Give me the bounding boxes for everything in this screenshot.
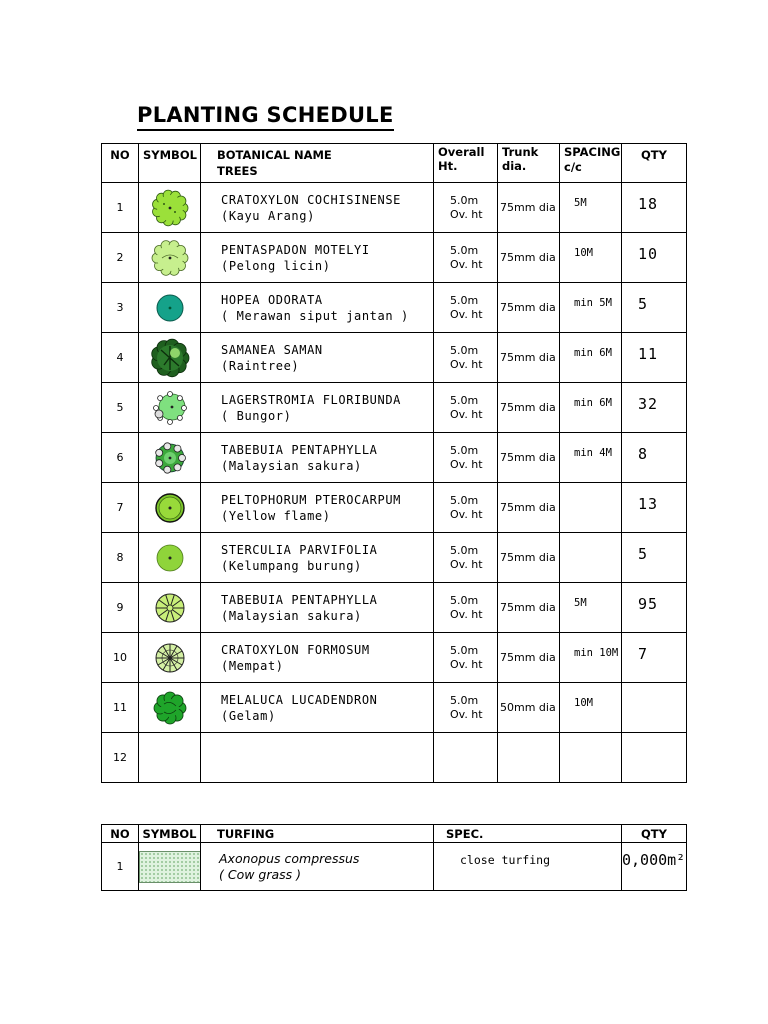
spacing bbox=[560, 483, 622, 533]
spacing: min 6M bbox=[560, 383, 622, 433]
botanical-name-cell bbox=[201, 583, 434, 633]
bushy-pale-green-icon bbox=[150, 238, 190, 278]
overall-height-cell bbox=[434, 733, 498, 783]
table-row bbox=[102, 483, 687, 533]
table-row bbox=[102, 843, 687, 891]
spacing: 10M bbox=[560, 683, 622, 733]
plain-circle-icon bbox=[150, 538, 190, 578]
table-row bbox=[102, 633, 687, 683]
turf-botanical-name: Axonopus compressus bbox=[219, 850, 360, 866]
height-unit: Ov. ht bbox=[450, 307, 483, 321]
overall-height-cell bbox=[434, 433, 498, 483]
spacing bbox=[560, 733, 622, 783]
spacing: min 4M bbox=[560, 433, 622, 483]
botanical-name: CRATOXYLON COCHISINENSE bbox=[221, 192, 401, 207]
height-value: 5.0m bbox=[450, 443, 479, 457]
turf-qty: 0,000m² bbox=[622, 843, 687, 891]
turf-name-cell bbox=[201, 843, 434, 891]
height-value: 5.0m bbox=[450, 243, 479, 257]
overall-height-cell bbox=[434, 683, 498, 733]
turfing-schedule-table bbox=[101, 824, 687, 891]
tree-symbol-cell bbox=[139, 533, 201, 583]
tree-symbol-cell bbox=[139, 333, 201, 383]
table-row bbox=[102, 683, 687, 733]
botanical-name: MELALUCA LUCADENDRON bbox=[221, 692, 378, 707]
grass-hatch-icon bbox=[139, 843, 201, 891]
row-no: 10 bbox=[102, 633, 139, 683]
header-trunk-dia: Trunk dia. bbox=[498, 144, 560, 183]
local-name: (Kayu Arang) bbox=[221, 208, 315, 223]
mixed-canopy-icon bbox=[150, 438, 190, 478]
row-no: 11 bbox=[102, 683, 139, 733]
table-row bbox=[102, 383, 687, 433]
trunk-dia: 75mm dia bbox=[498, 283, 560, 333]
dark-canopy-icon bbox=[150, 338, 190, 378]
botanical-name: TABEBUIA PENTAPHYLLA bbox=[221, 592, 378, 607]
height-value: 5.0m bbox=[450, 693, 479, 707]
height-value: 5.0m bbox=[450, 543, 479, 557]
height-value: 5.0m bbox=[450, 293, 479, 307]
botanical-name: SAMANEA SAMAN bbox=[221, 342, 323, 357]
trunk-dia: 75mm dia bbox=[498, 483, 560, 533]
qty: 5 bbox=[622, 533, 687, 583]
tree-symbol-cell bbox=[139, 283, 201, 333]
height-value: 5.0m bbox=[450, 593, 479, 607]
spacing: 10M bbox=[560, 233, 622, 283]
overall-height-cell bbox=[434, 533, 498, 583]
local-name: ( Merawan siput jantan ) bbox=[221, 308, 409, 323]
segmented-light-icon bbox=[150, 588, 190, 628]
botanical-name-cell bbox=[201, 733, 434, 783]
row-no: 8 bbox=[102, 533, 139, 583]
row-no: 12 bbox=[102, 733, 139, 783]
local-name: (Yellow flame) bbox=[221, 508, 331, 523]
spacing: 5M bbox=[560, 183, 622, 233]
spacing: min 6M bbox=[560, 333, 622, 383]
botanical-name-cell bbox=[201, 183, 434, 233]
turf-row-no: 1 bbox=[102, 843, 139, 891]
qty: 5 bbox=[622, 283, 687, 333]
botanical-name-cell bbox=[201, 483, 434, 533]
trees-schedule-table bbox=[101, 143, 687, 783]
tree-symbol-cell bbox=[139, 683, 201, 733]
height-unit: Ov. ht bbox=[450, 207, 483, 221]
botanical-name: HOPEA ODORATA bbox=[221, 292, 323, 307]
turf-header-row bbox=[102, 825, 687, 843]
local-name: (Gelam) bbox=[221, 708, 276, 723]
speckled-canopy-icon bbox=[150, 388, 190, 428]
qty: 32 bbox=[622, 383, 687, 433]
row-no: 6 bbox=[102, 433, 139, 483]
row-no: 1 bbox=[102, 183, 139, 233]
height-value: 5.0m bbox=[450, 493, 479, 507]
overall-height-cell bbox=[434, 333, 498, 383]
row-no: 7 bbox=[102, 483, 139, 533]
row-no: 9 bbox=[102, 583, 139, 633]
botanical-name: PELTOPHORUM PTEROCARPUM bbox=[221, 492, 401, 507]
header-spacing: SPACING c/c bbox=[560, 144, 622, 183]
spacing bbox=[560, 533, 622, 583]
spacing: min 10M bbox=[560, 633, 622, 683]
height-value: 5.0m bbox=[450, 343, 479, 357]
turf-header-spec: SPEC. bbox=[434, 825, 622, 843]
table-row bbox=[102, 583, 687, 633]
local-name: (Kelumpang burung) bbox=[221, 558, 362, 573]
height-unit: Ov. ht bbox=[450, 607, 483, 621]
trunk-dia: 75mm dia bbox=[498, 633, 560, 683]
height-unit: Ov. ht bbox=[450, 257, 483, 271]
qty: 8 bbox=[622, 433, 687, 483]
height-value: 5.0m bbox=[450, 643, 479, 657]
local-name: (Malaysian sakura) bbox=[221, 608, 362, 623]
trunk-dia: 75mm dia bbox=[498, 333, 560, 383]
table-row bbox=[102, 433, 687, 483]
qty: 95 bbox=[622, 583, 687, 633]
ringed-circle-icon bbox=[150, 488, 190, 528]
row-no: 5 bbox=[102, 383, 139, 433]
height-unit: Ov. ht bbox=[450, 507, 483, 521]
tree-symbol-cell bbox=[139, 583, 201, 633]
spacing: min 5M bbox=[560, 283, 622, 333]
table-row bbox=[102, 533, 687, 583]
header-no: NO bbox=[102, 144, 139, 183]
qty: 10 bbox=[622, 233, 687, 283]
header-botanical-name: BOTANICAL NAME TREES bbox=[201, 144, 434, 183]
botanical-name-cell bbox=[201, 433, 434, 483]
botanical-name: CRATOXYLON FORMOSUM bbox=[221, 642, 370, 657]
trunk-dia: 75mm dia bbox=[498, 183, 560, 233]
local-name: (Pelong licin) bbox=[221, 258, 331, 273]
botanical-name-cell bbox=[201, 283, 434, 333]
turf-local-name: ( Cow grass ) bbox=[219, 866, 302, 882]
height-unit: Ov. ht bbox=[450, 707, 483, 721]
tree-symbol-cell bbox=[139, 433, 201, 483]
table-row bbox=[102, 283, 687, 333]
trunk-dia: 75mm dia bbox=[498, 583, 560, 633]
table-row bbox=[102, 233, 687, 283]
overall-height-cell bbox=[434, 233, 498, 283]
header-symbol: SYMBOL bbox=[139, 144, 201, 183]
trunk-dia: 75mm dia bbox=[498, 233, 560, 283]
height-unit: Ov. ht bbox=[450, 657, 483, 671]
height-value: 5.0m bbox=[450, 393, 479, 407]
tree-symbol-cell bbox=[139, 183, 201, 233]
overall-height-cell bbox=[434, 383, 498, 433]
height-unit: Ov. ht bbox=[450, 457, 483, 471]
overall-height-cell bbox=[434, 283, 498, 333]
botanical-name-cell bbox=[201, 683, 434, 733]
table-row bbox=[102, 733, 687, 783]
table-row bbox=[102, 333, 687, 383]
table-row bbox=[102, 183, 687, 233]
height-unit: Ov. ht bbox=[450, 407, 483, 421]
qty bbox=[622, 683, 687, 733]
turf-header-turfing: TURFING bbox=[201, 825, 434, 843]
height-value: 5.0m bbox=[450, 193, 479, 207]
overall-height-cell bbox=[434, 183, 498, 233]
trunk-dia bbox=[498, 733, 560, 783]
spacing: 5M bbox=[560, 583, 622, 633]
turf-header-qty: QTY bbox=[622, 825, 687, 843]
qty: 11 bbox=[622, 333, 687, 383]
botanical-name-cell bbox=[201, 383, 434, 433]
turf-spec: close turfing bbox=[434, 843, 622, 891]
tree-symbol-cell bbox=[139, 733, 201, 783]
lobed-green-icon bbox=[150, 688, 190, 728]
overall-height-cell bbox=[434, 483, 498, 533]
botanical-name-cell bbox=[201, 533, 434, 583]
trunk-dia: 75mm dia bbox=[498, 383, 560, 433]
row-no: 3 bbox=[102, 283, 139, 333]
teal-circle-icon bbox=[150, 288, 190, 328]
botanical-name: PENTASPADON MOTELYI bbox=[221, 242, 370, 257]
botanical-name-cell bbox=[201, 633, 434, 683]
header-overall-ht: Overall Ht. bbox=[434, 144, 498, 183]
tree-symbol-cell bbox=[139, 233, 201, 283]
trunk-dia: 50mm dia bbox=[498, 683, 560, 733]
tree-symbol-cell bbox=[139, 483, 201, 533]
qty: 7 bbox=[622, 633, 687, 683]
qty: 13 bbox=[622, 483, 687, 533]
height-unit: Ov. ht bbox=[450, 357, 483, 371]
local-name: (Raintree) bbox=[221, 358, 300, 373]
local-name: ( Bungor) bbox=[221, 408, 292, 423]
botanical-name-cell bbox=[201, 333, 434, 383]
row-no: 2 bbox=[102, 233, 139, 283]
qty: 18 bbox=[622, 183, 687, 233]
trunk-dia: 75mm dia bbox=[498, 533, 560, 583]
bushy-light-green-icon bbox=[150, 188, 190, 228]
overall-height-cell bbox=[434, 633, 498, 683]
page-title: PLANTING SCHEDULE bbox=[137, 102, 394, 131]
botanical-name: STERCULIA PARVIFOLIA bbox=[221, 542, 378, 557]
local-name: (Malaysian sakura) bbox=[221, 458, 362, 473]
height-unit: Ov. ht bbox=[450, 557, 483, 571]
overall-height-cell bbox=[434, 583, 498, 633]
trunk-dia: 75mm dia bbox=[498, 433, 560, 483]
segmented-pale-icon bbox=[150, 638, 190, 678]
tree-symbol-cell bbox=[139, 383, 201, 433]
turf-header-symbol: SYMBOL bbox=[139, 825, 201, 843]
botanical-name: LAGERSTROMIA FLORIBUNDA bbox=[221, 392, 401, 407]
table-header-row bbox=[102, 144, 687, 183]
turf-header-no: NO bbox=[102, 825, 139, 843]
botanical-name-cell bbox=[201, 233, 434, 283]
botanical-name: TABEBUIA PENTAPHYLLA bbox=[221, 442, 378, 457]
row-no: 4 bbox=[102, 333, 139, 383]
tree-symbol-cell bbox=[139, 633, 201, 683]
local-name: (Mempat) bbox=[221, 658, 284, 673]
header-qty: QTY bbox=[622, 144, 687, 183]
qty bbox=[622, 733, 687, 783]
